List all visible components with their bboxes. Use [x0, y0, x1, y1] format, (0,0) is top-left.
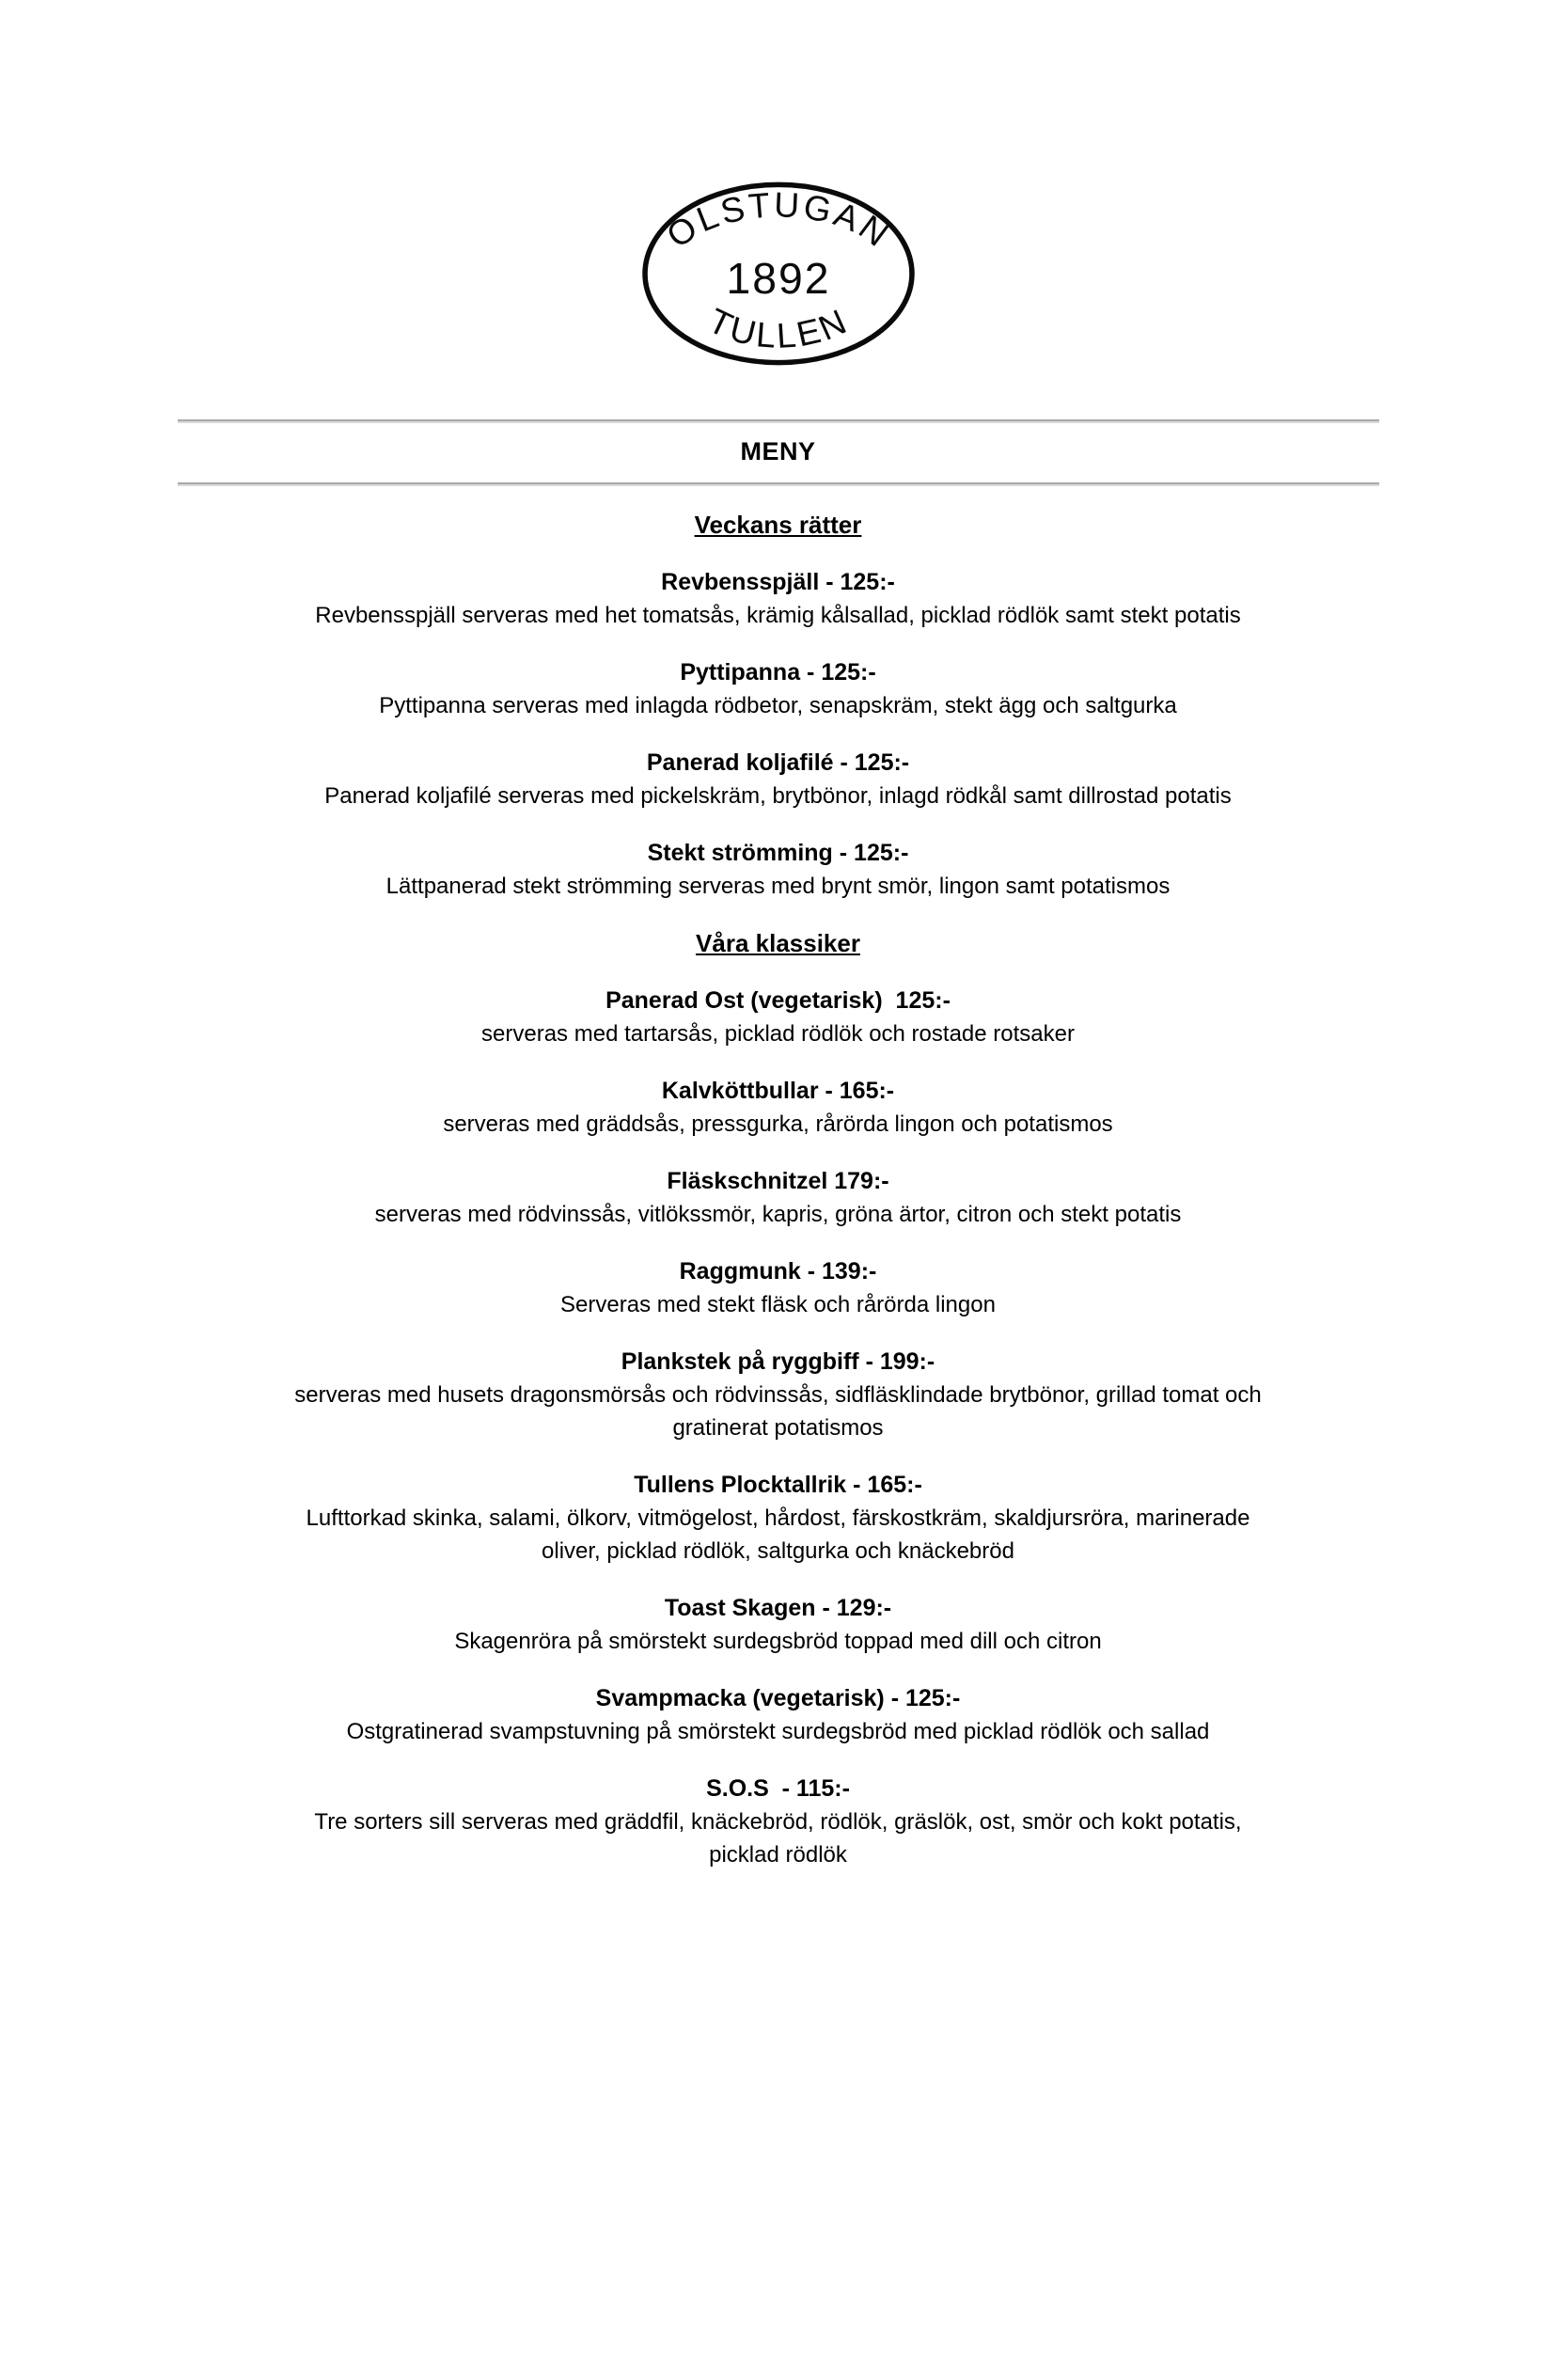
section-items [178, 985, 1379, 1871]
menu-item-description: Serveras med stekt fläsk och rårörda lingon [560, 1292, 996, 1317]
menu-section [178, 509, 1379, 903]
menu-item-title: Raggmunk - 139:- [679, 1258, 877, 1285]
menu-item-description: Lufttorkad skinka, salami, ölkorv, vitmögelost, hårdost, färskostkräm, skaldjursröra, marinerade oliver, picklad rödlök, saltgurka och knäckebröd [306, 1505, 1250, 1564]
menu-item-description: serveras med gräddsås, pressgurka, rårörda lingon och potatismos [443, 1111, 1113, 1137]
logo [641, 181, 916, 367]
section-heading: Våra klassiker [696, 929, 860, 957]
menu-item [178, 1346, 1379, 1444]
logo-arc-bottom-text: TULLEN [701, 300, 855, 355]
menu-item-description: Lättpanerad stekt strömming serveras med brynt smör, lingon samt potatismos [385, 874, 1171, 899]
menu-item-title: Pyttipanna - 125:- [680, 659, 876, 686]
menu-item-title: Panerad koljafilé - 125:- [646, 749, 910, 776]
menu-item-description: serveras med rödvinssås, vitlökssmör, kapris, gröna ärtor, citron och stekt potatis [374, 1202, 1182, 1227]
section-items [178, 566, 1379, 903]
menu-item-description: Tre sorters sill serveras med gräddfil, knäckebröd, rödlök, gräslök, ost, smör och kokt potatis, picklad rödlök [314, 1809, 1242, 1868]
menu-sections [178, 509, 1379, 1871]
menu-item-title: Kalvköttbullar - 165:- [661, 1078, 895, 1104]
menu-item [178, 566, 1379, 632]
menu-item-title: Fläskschnitzel 179:- [667, 1168, 889, 1194]
menu-section [178, 927, 1379, 1871]
divider-top [178, 419, 1379, 423]
menu-item [178, 1075, 1379, 1141]
menu-item-title: Svampmacka (vegetarisk) - 125:- [595, 1685, 961, 1711]
menu-item [178, 985, 1379, 1050]
logo-stamp-svg [641, 181, 916, 367]
menu-item [178, 1165, 1379, 1231]
menu-item-title: Revbensspjäll - 125:- [661, 569, 895, 595]
menu-item-title: Plankstek på ryggbiff - 199:- [621, 1348, 935, 1375]
menu-item-description: serveras med husets dragonsmörsås och rödvinssås, sidfläsklindade brytbönor, grillad tomat och gratinerat potatismos [294, 1382, 1262, 1441]
page-title: MENY [740, 437, 816, 465]
divider-bottom [178, 482, 1379, 486]
menu-item [178, 1592, 1379, 1658]
logo-year-text: 1892 [725, 254, 831, 304]
menu-item-description: Pyttipanna serveras med inlagda rödbetor, senapskräm, stekt ägg och saltgurka [379, 693, 1177, 718]
menu-item [178, 1469, 1379, 1568]
menu-item-description: Revbensspjäll serveras med het tomatsås, krämig kålsallad, picklad rödlök samt stekt potatis [315, 603, 1241, 628]
menu-item-title: Tullens Plocktallrik - 165:- [634, 1472, 922, 1498]
menu-item [178, 1773, 1379, 1871]
logo-arc-top-text: ÖLSTUGAN [658, 184, 898, 256]
menu-item-title: Panerad Ost (vegetarisk) 125:- [605, 987, 951, 1014]
menu-item-description: Panerad koljafilé serveras med pickelskräm, brytbönor, inlagd rödkål samt dillrostad potatis [324, 783, 1232, 809]
menu-item [178, 837, 1379, 903]
menu-item-title: S.O.S - 115:- [706, 1775, 850, 1802]
menu-item [178, 1682, 1379, 1748]
menu-item [178, 747, 1379, 812]
menu-item [178, 656, 1379, 722]
menu-item-title: Toast Skagen - 129:- [664, 1595, 892, 1621]
menu-item-description: serveras med tartarsås, picklad rödlök och rostade rotsaker [481, 1021, 1075, 1047]
menu-item-description: Ostgratinerad svampstuvning på smörstekt surdegsbröd med picklad rödlök och sallad [346, 1719, 1210, 1744]
menu-item [178, 1255, 1379, 1321]
menu-page [0, 181, 1556, 2380]
section-heading: Veckans rätter [694, 511, 862, 539]
menu-item-title: Stekt strömming - 125:- [647, 840, 909, 866]
menu-item-description: Skagenröra på smörstekt surdegsbröd toppad med dill och citron [454, 1629, 1102, 1654]
